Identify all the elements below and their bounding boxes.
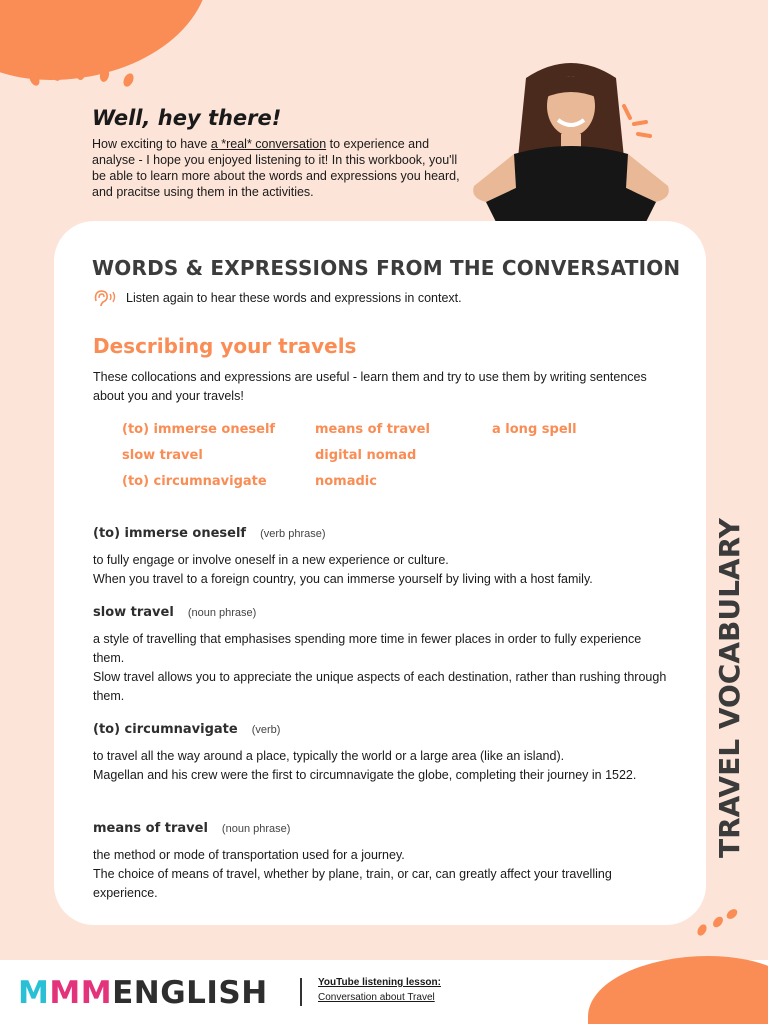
entry-pos: (noun phrase) xyxy=(221,823,291,835)
decor-dots xyxy=(30,66,150,86)
vocab-entry xyxy=(93,821,673,903)
entry-example: When you travel to a foreign country, you can immerse yourself by living with a host family. xyxy=(93,572,593,586)
entry-word: means of travel xyxy=(93,821,208,836)
entry-example: Slow travel allows you to appreciate the unique aspects of each destination, rather than rushing through them. xyxy=(93,670,667,703)
entry-definition: to fully engage or involve oneself in a new experience or culture. xyxy=(93,553,449,567)
entry-example: The choice of means of travel, whether by plane, train, or car, can greatly affect your travelling experience. xyxy=(93,867,612,900)
entry-definition: to travel all the way around a place, typically the world or a large area (like an island). xyxy=(93,749,565,763)
intro xyxy=(92,106,462,200)
listen-text: Listen again to hear these words and expressions in context. xyxy=(126,291,462,305)
entry-pos: (noun phrase) xyxy=(187,607,257,619)
youtube-label[interactable]: YouTube listening lesson: xyxy=(318,977,441,988)
term-item: digital nomad xyxy=(315,448,417,463)
entry-definition: the method or mode of transportation used for a journey. xyxy=(93,848,405,862)
section-title: Describing your travels xyxy=(93,334,357,358)
vocab-entry xyxy=(93,722,673,785)
term-item: means of travel xyxy=(315,422,430,437)
ear-icon xyxy=(92,289,118,307)
term-item: nomadic xyxy=(315,474,377,489)
conversation-link[interactable]: a *real* conversation xyxy=(210,137,327,151)
presenter-photo xyxy=(466,58,676,222)
entry-example: Magellan and his crew were the first to circumnavigate the globe, completing their journey in 1522. xyxy=(93,768,637,782)
entry-word: (to) circumnavigate xyxy=(93,722,238,737)
entry-pos: (verb phrase) xyxy=(260,528,326,540)
decor-sparks xyxy=(620,104,660,140)
side-label: TRAVEL VOCABULARY xyxy=(713,518,746,858)
term-list xyxy=(122,422,622,502)
entry-word: slow travel xyxy=(93,605,174,620)
term-item: slow travel xyxy=(122,448,203,463)
section-heading: WORDS & EXPRESSIONS FROM THE CONVERSATION xyxy=(92,256,681,280)
term-item: (to) circumnavigate xyxy=(122,474,267,489)
intro-title: Well, hey there! xyxy=(92,106,282,130)
entry-pos: (verb) xyxy=(251,724,281,736)
youtube-lesson-link[interactable]: Conversation about Travel xyxy=(318,992,435,1003)
listen-note xyxy=(92,289,462,307)
entry-definition: a style of travelling that emphasises spending more time in fewer places in order to fully experience them. xyxy=(93,632,642,665)
vocab-entry xyxy=(93,605,673,706)
footer-divider xyxy=(300,978,302,1006)
intro-text: How exciting to have a *real* conversation to experience and analyse - I hope you enjoyed listening to it! In this workbook, you'll be able to learn more about the words and expressions you heard, and pracitse using them in the activities. xyxy=(92,137,460,199)
section-description: These collocations and expressions are useful - learn them and try to use them by writing sentences about you and your travels! xyxy=(93,370,647,403)
decor-dots-bottom xyxy=(688,904,748,944)
vocab-entry xyxy=(93,526,673,589)
mmmenglish-logo[interactable]: MMMENGLISH xyxy=(18,975,268,1011)
entry-word: (to) immerse oneself xyxy=(93,526,247,541)
term-item: (to) immerse oneself xyxy=(122,422,276,437)
term-item: a long spell xyxy=(492,422,577,437)
